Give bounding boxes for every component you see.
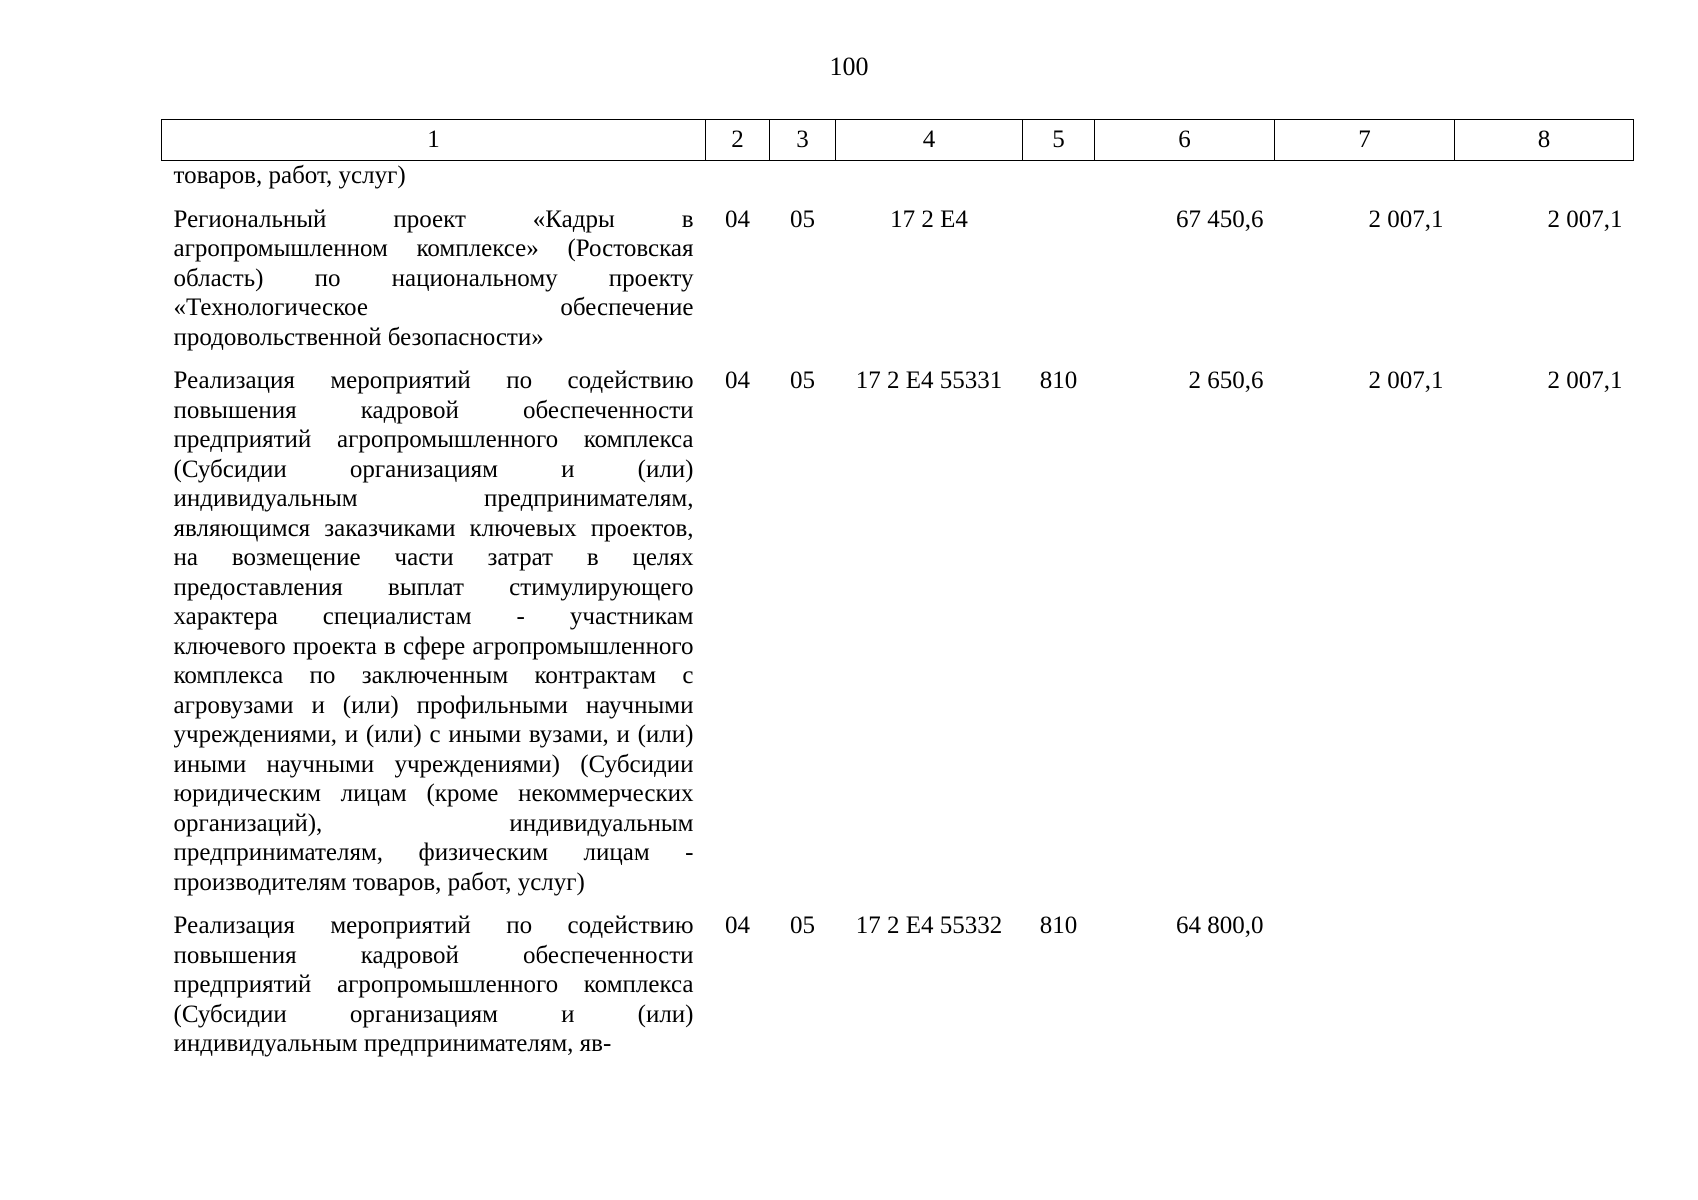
row-amount-col8 — [1455, 897, 1634, 1059]
row-section-code: 04 — [725, 912, 750, 939]
row-expense-type: 810 — [1039, 912, 1078, 939]
row-amount-col8: 2 007,1 — [1547, 367, 1623, 394]
row-target-article: 17 2 Е4 55331 — [855, 367, 1003, 394]
column-header-5: 5 — [1023, 120, 1095, 161]
row-subsection-code: 05 — [790, 367, 815, 394]
table-row — [162, 897, 1634, 1059]
column-header-6: 6 — [1095, 120, 1275, 161]
row-description: Региональный проект «Кадры в агропромышленном комплексе» (Ростовская область) по национальному проекту «Технологическое обеспечение продовольственной безопасности» — [173, 205, 694, 351]
table-row — [162, 161, 1634, 191]
row-amount-col8 — [1455, 161, 1634, 191]
table-row — [162, 191, 1634, 353]
row-amount-col7 — [1275, 897, 1455, 1059]
column-header-4: 4 — [836, 120, 1023, 161]
budget-table — [161, 119, 1634, 1059]
row-target-article: 17 2 Е4 55332 — [855, 912, 1003, 939]
row-target-article — [836, 161, 1023, 191]
row-section-code: 04 — [725, 367, 750, 394]
row-amount-col6 — [1095, 161, 1275, 191]
row-subsection-code — [770, 161, 836, 191]
row-subsection-code: 05 — [790, 912, 815, 939]
column-header-1: 1 — [162, 120, 706, 161]
column-header-7: 7 — [1275, 120, 1455, 161]
row-expense-type: 810 — [1039, 367, 1078, 394]
row-description: Реализация мероприятий по содействию повышения кадровой обеспеченности предприятий агропромышленного комплекса (Субсидии организациям и (или) индивидуальным предпринимателям, яв- — [173, 912, 694, 1057]
row-amount-col7: 2 007,1 — [1368, 205, 1444, 233]
row-target-article: 17 2 Е4 — [890, 205, 968, 233]
table-row — [162, 352, 1634, 897]
row-section-code — [706, 161, 770, 191]
row-description: Реализация мероприятий по содействию повышения кадровой обеспеченности предприятий агропромышленного комплекса (Субсидии организациям и (или) индивидуальным предпринимателям, являющимся заказчиками ключевых проектов, на возмещение части затрат в целях предоставления выплат стимулирующего характера специалистам - участникам ключевого проекта в сфере агропромышленного комплекса по заключенным контрактам с агровузами и (или) профильными научными учреждениями, и (или) с иными вузами, и (или) иными научными учреждениями) (Субсидии юридическим лицам (кроме некоммерческих организаций), индивидуальным предпринимателям, физическим лицам - производителям товаров, работ, услуг) — [173, 367, 694, 896]
row-amount-col6: 2 650,6 — [1188, 367, 1264, 394]
row-expense-type — [1023, 161, 1095, 191]
row-amount-col6: 67 450,6 — [1176, 205, 1264, 233]
column-header-2: 2 — [706, 120, 770, 161]
row-description: товаров, работ, услуг) — [173, 162, 406, 189]
row-amount-col6: 64 800,0 — [1176, 912, 1264, 939]
row-subsection-code: 05 — [790, 205, 815, 233]
column-header-3: 3 — [770, 120, 836, 161]
column-header-8: 8 — [1455, 120, 1634, 161]
page-number: 100 — [829, 52, 869, 81]
row-section-code: 04 — [725, 205, 750, 233]
row-amount-col7 — [1275, 161, 1455, 191]
row-amount-col8: 2 007,1 — [1547, 205, 1623, 233]
row-expense-type — [1023, 191, 1095, 353]
row-amount-col7: 2 007,1 — [1368, 367, 1444, 394]
table-header-row — [162, 120, 1634, 161]
